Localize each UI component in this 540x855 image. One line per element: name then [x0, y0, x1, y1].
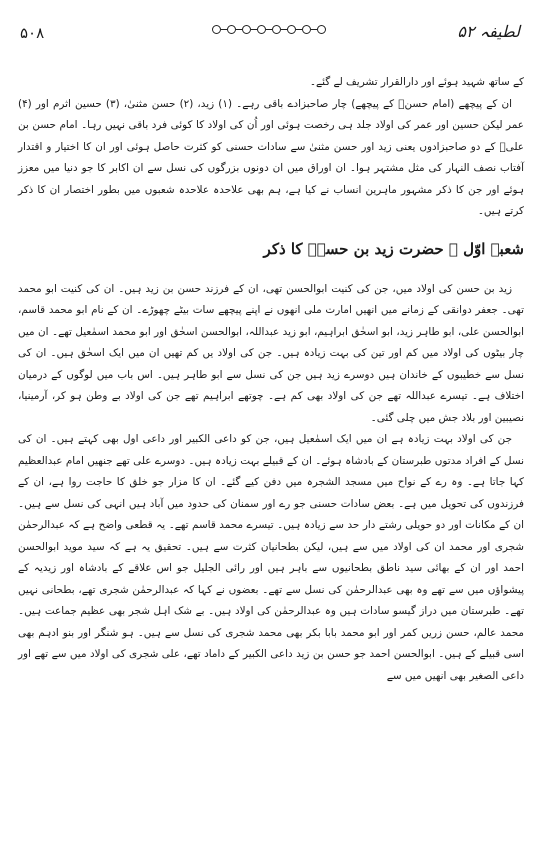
page-body: [18, 72, 524, 687]
header-ornament: [212, 25, 326, 34]
intro-line: کے ساتھ شہید ہوئے اور دارالقرار تشریف لے گئے۔: [309, 76, 524, 88]
paragraph-zaid-descendants: زید بن حسن کی اولاد میں، جن کی کنیت ابوالحسن تھی، ان کے فرزند حسن بن زید ہیں۔ ان کی کنیت ابو محمد تھی۔ جعفر دوانقی کے زمانے میں انھیں امارت ملی انھوں نے اپنے پیچھے سات بیٹے چھوڑے۔ ان کے نام ابو محمد قاسم، ابوالحسن علی، ابو طاہر زید، ابو اسحٰق ابراہیم، ابو زید عبداللہ، ابوالحسن اسحٰق اور ابو محمد اسمٰعیل تھے۔ ان میں چار بیٹوں کی اولاد میں کم اور تین کی بہت زیادہ ہیں۔ جن کی اولاد یں کم تھیں ان میں ایک اسحٰق ہیں۔ ان کی نسل سے خطیبوں کے خاندان ہیں دوسرے زید ہیں جن کی نسل سے ابو طاہر ہیں۔ اس باب میں لوگوں کے درمیان اختلاف ہے۔ تیسرے عبداللہ تھے جن کی اولاد بھی کم ہے۔ چوتھے ابراہیم تھے جن کی اولاد بے وطن ہو کر، آرمینیا، نصیبین اور بلاد جش میں چلی گئی۔: [18, 282, 524, 424]
ornament-ring-icon: [257, 25, 266, 34]
page-number: ۵۰۸: [20, 24, 45, 42]
chapter-title: لطیفہ ۵۲: [457, 22, 520, 41]
paragraph-sons-of-hasan: ان کے پیچھے (امام حسنؑ کے پیچھے) چار صاحبزادے باقی رہے۔ (۱) زید، (۲) حسن مثنیٰ، (۳) حسین اثرم اور (۴) عمر لیکن حسین اور عمر کی اولاد جلد ہی رخصت ہوئی اور اُن کی اولاد کا کوئی فرد باقی نہیں رہا۔ امام حسن بن علیؑ کے دو صاحبزادوں یعنی زید اور حسن مثنیٰ سے سادات حسنی کو کثرت حاصل ہوئی اور ان کا اختیار و اقتدار آفتاب نصف النہار کی مثل مشتہر ہوا۔ ان اوراق میں ان دونوں بزرگوں کی نسل سے ان اکابر کا جو دنیا میں معزز ہوئے اور جن کا ذکر مشہور ماہرین انساب نے کیا ہے، ہم بھی علاحدہ علاحدہ شعبوں میں بطور اختصار ان کا ذکر کرتے ہیں۔: [18, 97, 524, 217]
section-heading: شعبۂ اوّل ۔ حضرت زید بن حسنؑ کا ذکر: [263, 239, 524, 258]
page-header: [12, 22, 526, 50]
ornament-ring-icon: [317, 25, 326, 34]
ornament-ring-icon: [242, 25, 251, 34]
ornament-ring-icon: [212, 25, 221, 34]
ornament-ring-icon: [272, 25, 281, 34]
paragraph-many-descendants: جن کی اولاد بہت زیادہ ہے ان میں ایک اسمٰعیل ہیں، جن کو داعی الکبیر اور داعی اول بھی کہتے ہیں۔ ان کی نسل کے افراد مدتوں طبرستان کے بادشاہ ہوئے۔ ان کے قبیلے بہت زیادہ ہیں۔ دوسرے علی تھے جنھیں امام عبدالعظیم کہا جاتا ہے۔ وہ رے کے نواح میں مسجد الشجرہ میں دفن کیے گئے۔ ان کا مزار جو خلق کا حاجت روا ہے، ان کے فرزندوں کی تحویل میں ہے۔ بعض سادات حسنی جو رے اور سمنان کی حدود میں آباد ہیں انہی کی نسل سے ہیں۔ ان کے مکانات اور دو حویلی رشتے دار حد سے زیادہ ہیں۔ تیسرے محمد قاسم تھے۔ یہ قطعی واضح ہے کہ عبدالرحمٰن شجری اور محمد ان کی اولاد میں سے ہیں، لیکن بطحانیان کثرت سے ہیں۔ تحقیق یہ ہے کہ سید موید ابوالحسن احمد اور ان کے بھائی سید ناطق بطحانیوں سے باہر ہیں اور رائی الجلیل جو اس علاقے کے بادشاہ اور زیدیہ کے پیشواؤں میں سے تھے وہ بھی عبدالرحمٰن کی نسل سے تھے۔ بعضوں نے کہا کہ عبدالرحمٰن شجری تھے، بطحانی نہیں تھے۔ طبرستان میں دراز گیسو سادات ہیں وہ عبدالرحمٰن کی اولاد ہیں۔ بے شک اہل شجر بھی عظیم جماعت ہیں۔ محمد عالم، حسن زریں کمر اور ابو محمد بابا بکر بھی محمد شجری کی نسل سے ہیں۔ ہو شنگر اور بنو ادہم بھی اسی قبیلے کے ہیں۔ ابوالحسن احمد جو حسن بن زید داعی الکبیر کے داماد تھے، علی شجری کی اولاد میں سے تھے اور داعی الصغیر بھی انھیں میں سے: [18, 433, 524, 682]
ornament-ring-icon: [227, 25, 236, 34]
ornament-ring-icon: [302, 25, 311, 34]
ornament-ring-icon: [287, 25, 296, 34]
